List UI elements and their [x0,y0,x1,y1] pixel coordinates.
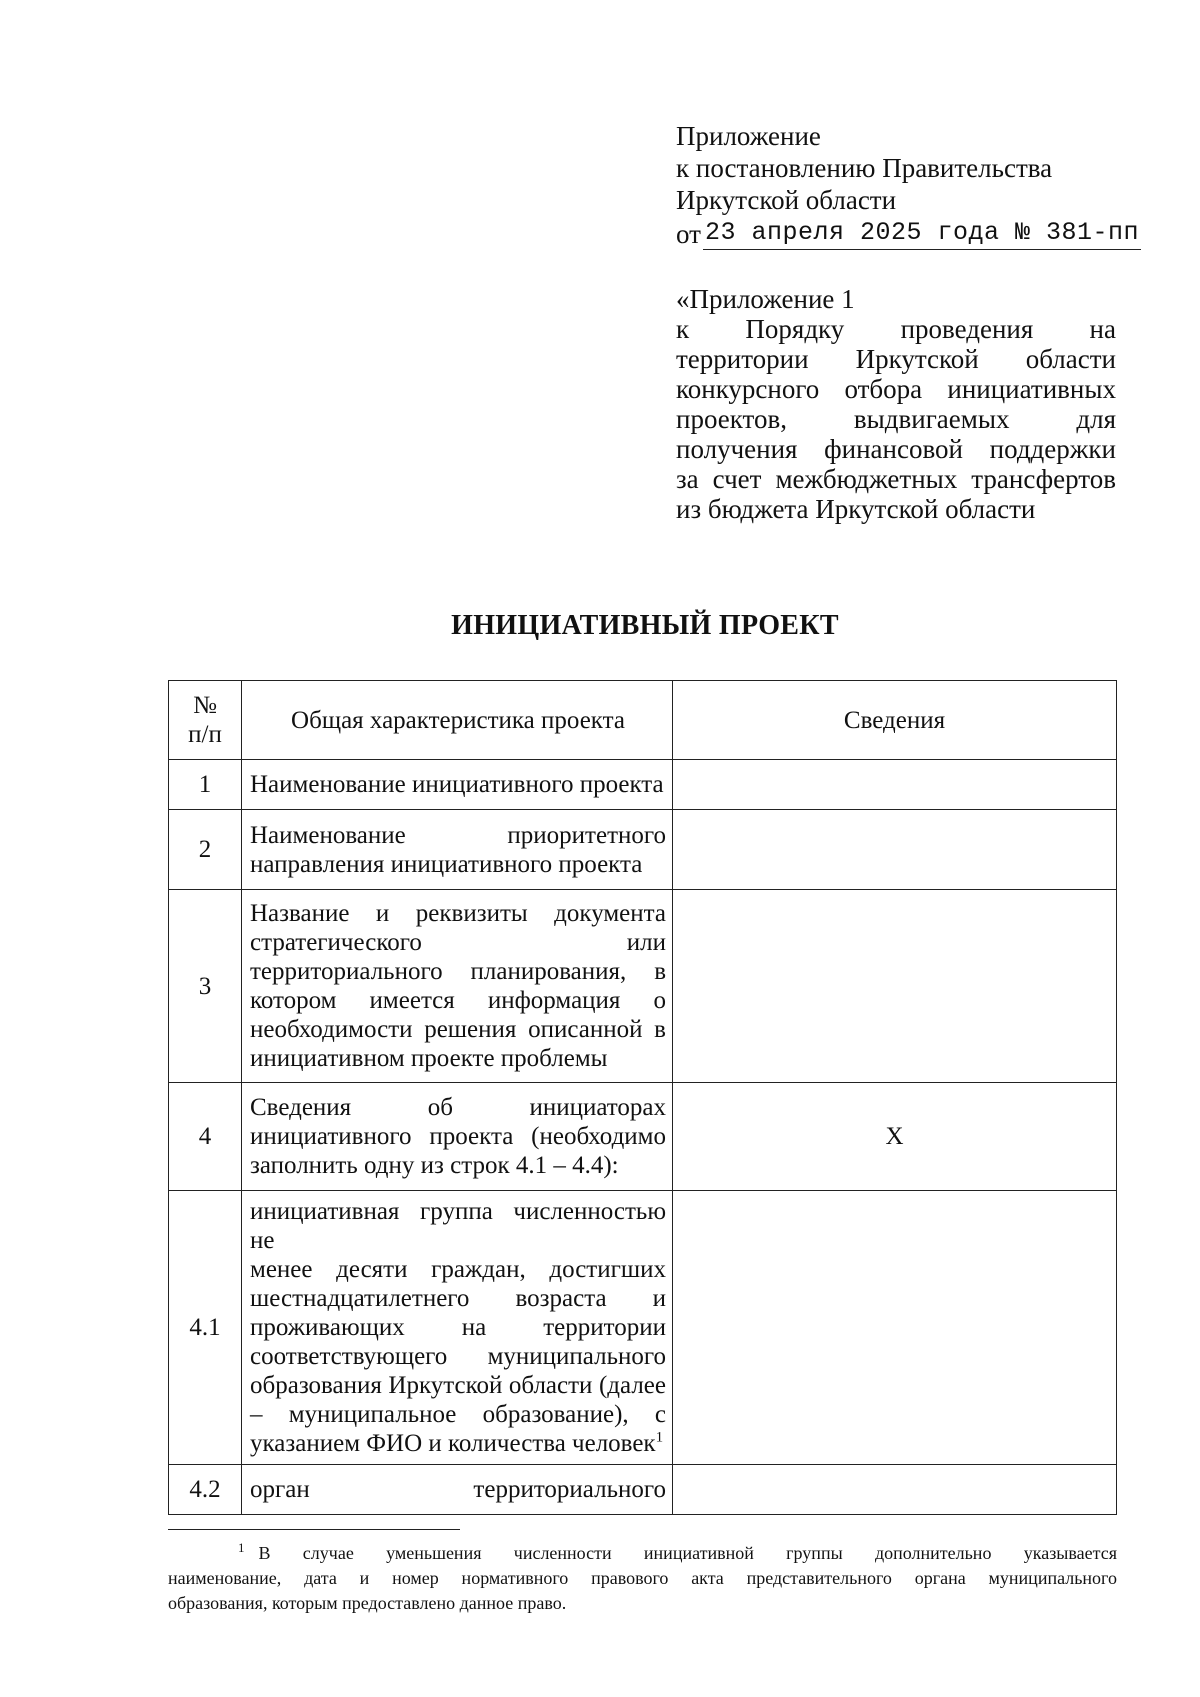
footnote-divider [168,1529,460,1530]
row-description-line-text: указанием ФИО и количества человек [250,1430,656,1457]
row-value [673,1191,1117,1465]
row-description-line: шестнадцатилетнего возраста и [250,1285,666,1312]
row-description [242,1191,673,1465]
appendix-header-line: к постановлению Правительства [676,153,1053,183]
row-description-line: территориального планирования, в [250,958,666,985]
row-description [242,1083,673,1191]
row-description [242,890,673,1083]
footnote-line: образования, которым предоставлено данное право. [168,1593,567,1613]
appendix-1-line: проектов, выдвигаемых для [676,404,1116,434]
appendix-1-line: «Приложение 1 [676,284,855,314]
row-description [242,1465,673,1515]
appendix-header [676,120,1140,250]
header-number-line: № [193,692,217,719]
row-description-line: проживающих на территории [250,1314,666,1341]
row-number: 4.2 [169,1465,242,1515]
appendix-1-line: конкурсного отбора инициативных [676,374,1116,404]
header-value: Сведения [673,681,1117,760]
row-description-line: необходимости решения описанной в [250,1016,666,1043]
row-description-line: стратегического или [250,929,666,956]
table-row [169,1083,1117,1191]
row-description-line: Сведения об инициаторах [250,1094,666,1121]
row-number: 4 [169,1083,242,1191]
row-description-line: – муниципальное образование), с [250,1401,666,1428]
row-description [242,760,673,810]
footnote-reference: 1 [655,1429,664,1446]
header-number [169,681,242,760]
row-description-line: Наименование приоритетного [250,821,666,849]
footnote-marker: 1 [238,1540,245,1555]
row-description [242,810,673,890]
row-number: 4.1 [169,1191,242,1465]
row-description-line: менее десяти граждан, достигших [250,1256,666,1283]
project-table [168,680,1117,1515]
row-description-line: инициативная группа численностью не [250,1198,666,1254]
row-value: Х [673,1083,1117,1191]
row-description-line: Наименование инициативного проекта [250,771,664,798]
footnote [168,1541,1117,1616]
appendix-1-line: за счет межбюджетных трансфертов [676,464,1116,494]
row-description-line [250,1429,666,1458]
table-row [169,760,1117,810]
table-row [169,1465,1117,1515]
appendix-1-header [676,284,1116,524]
decree-reference [676,218,1140,250]
decree-date-number: 23 апреля 2025 года № 381-пп [703,218,1141,250]
header-number-line: п/п [188,721,222,748]
row-description-line: соответствующего муниципального [250,1343,666,1370]
table-row [169,810,1117,890]
row-description-line: орган территориального [250,1476,666,1503]
row-description-line: образования Иркутской области (далее [250,1372,666,1399]
appendix-header-line: Иркутской области [676,185,897,215]
header-description: Общая характеристика проекта [242,681,673,760]
appendix-1-line: территории Иркутской области [676,344,1116,374]
appendix-1-line: из бюджета Иркутской области [676,494,1036,524]
document-title: ИНИЦИАТИВНЫЙ ПРОЕКТ [451,610,839,641]
row-number: 3 [169,890,242,1083]
appendix-1-line: получения финансовой поддержки [676,434,1116,464]
row-value [673,1465,1117,1515]
row-description-line: инициативном проекте проблемы [250,1045,608,1072]
table-row [169,890,1117,1083]
table-header-row [169,681,1117,760]
row-description-line: Название и реквизиты документа [250,900,666,927]
row-value [673,760,1117,810]
row-value [673,890,1117,1083]
footnote-line [168,1541,1117,1566]
row-number: 1 [169,760,242,810]
footnote-line-text: В случае уменьшения численности инициативной группы дополнительно указывается [258,1543,1117,1563]
row-description-line: инициативного проекта (необходимо [250,1123,666,1150]
decree-prefix: от [676,219,701,249]
row-number: 2 [169,810,242,890]
row-description-line: направления инициативного проекта [250,850,643,878]
appendix-1-line: к Порядку проведения на [676,314,1116,344]
row-value [673,810,1117,890]
row-description-line: заполнить одну из строк 4.1 – 4.4): [250,1152,619,1179]
row-description-line: котором имеется информация о [250,987,666,1014]
appendix-header-line: Приложение [676,121,821,151]
table-row [169,1191,1117,1465]
footnote-line: наименование, дата и номер нормативного правового акта представительного органа муниципального [168,1568,1117,1588]
